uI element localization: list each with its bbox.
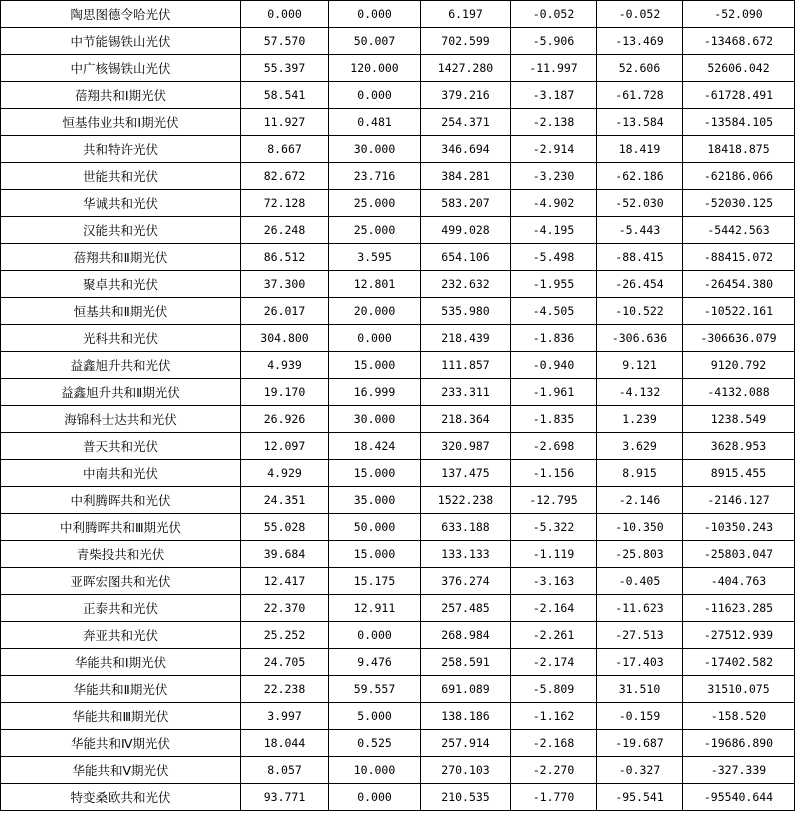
value-cell: -0.405 — [597, 568, 683, 595]
value-cell: -1.835 — [511, 406, 597, 433]
station-name-cell: 世能共和光伏 — [1, 163, 241, 190]
table-row — [1, 649, 795, 676]
value-cell: 257.485 — [421, 595, 511, 622]
value-cell: -13468.672 — [683, 28, 795, 55]
value-cell: -2.138 — [511, 109, 597, 136]
value-cell: 4.939 — [241, 352, 329, 379]
value-cell: 57.570 — [241, 28, 329, 55]
value-cell: 1522.238 — [421, 487, 511, 514]
value-cell: 86.512 — [241, 244, 329, 271]
value-cell: -95540.644 — [683, 784, 795, 811]
station-name-cell: 奔亚共和光伏 — [1, 622, 241, 649]
value-cell: -5.443 — [597, 217, 683, 244]
station-name-cell: 汉能共和光伏 — [1, 217, 241, 244]
value-cell: 6.197 — [421, 1, 511, 28]
station-name-cell: 华能共和Ⅴ期光伏 — [1, 757, 241, 784]
value-cell: -2146.127 — [683, 487, 795, 514]
value-cell: -5442.563 — [683, 217, 795, 244]
value-cell: 8.667 — [241, 136, 329, 163]
table-row — [1, 433, 795, 460]
table-row — [1, 460, 795, 487]
value-cell: 583.207 — [421, 190, 511, 217]
value-cell: 26.017 — [241, 298, 329, 325]
value-cell: 0.481 — [329, 109, 421, 136]
value-cell: -2.164 — [511, 595, 597, 622]
table-row — [1, 298, 795, 325]
value-cell: 35.000 — [329, 487, 421, 514]
value-cell: 232.632 — [421, 271, 511, 298]
value-cell: 37.300 — [241, 271, 329, 298]
station-name-cell: 华诚共和光伏 — [1, 190, 241, 217]
table-row — [1, 595, 795, 622]
value-cell: -11.623 — [597, 595, 683, 622]
value-cell: 320.987 — [421, 433, 511, 460]
value-cell: -0.159 — [597, 703, 683, 730]
value-cell: -4.195 — [511, 217, 597, 244]
value-cell: -5.906 — [511, 28, 597, 55]
value-cell: -10.522 — [597, 298, 683, 325]
value-cell: 10.000 — [329, 757, 421, 784]
value-cell: 52606.042 — [683, 55, 795, 82]
station-name-cell: 聚卓共和光伏 — [1, 271, 241, 298]
table-row — [1, 190, 795, 217]
value-cell: 4.929 — [241, 460, 329, 487]
value-cell: 31510.075 — [683, 676, 795, 703]
value-cell: 9120.792 — [683, 352, 795, 379]
value-cell: -25803.047 — [683, 541, 795, 568]
value-cell: 133.133 — [421, 541, 511, 568]
value-cell: -52.030 — [597, 190, 683, 217]
station-name-cell: 中节能锡铁山光伏 — [1, 28, 241, 55]
value-cell: 0.000 — [329, 1, 421, 28]
value-cell: 30.000 — [329, 136, 421, 163]
station-name-cell: 中利腾晖共和Ⅲ期光伏 — [1, 514, 241, 541]
table-row — [1, 55, 795, 82]
value-cell: 18.419 — [597, 136, 683, 163]
value-cell: -95.541 — [597, 784, 683, 811]
value-cell: 12.417 — [241, 568, 329, 595]
station-name-cell: 共和特许光伏 — [1, 136, 241, 163]
value-cell: 218.439 — [421, 325, 511, 352]
value-cell: 0.000 — [329, 82, 421, 109]
station-name-cell: 正泰共和光伏 — [1, 595, 241, 622]
table-row — [1, 514, 795, 541]
value-cell: -52.090 — [683, 1, 795, 28]
value-cell: -13584.105 — [683, 109, 795, 136]
value-cell: 59.557 — [329, 676, 421, 703]
value-cell: 8.057 — [241, 757, 329, 784]
value-cell: 0.525 — [329, 730, 421, 757]
value-cell: -306.636 — [597, 325, 683, 352]
station-name-cell: 特变桑欧共和光伏 — [1, 784, 241, 811]
table-row — [1, 325, 795, 352]
station-name-cell: 恒基伟业共和Ⅰ期光伏 — [1, 109, 241, 136]
value-cell: -2.270 — [511, 757, 597, 784]
value-cell: 3.629 — [597, 433, 683, 460]
value-cell: 16.999 — [329, 379, 421, 406]
value-cell: 654.106 — [421, 244, 511, 271]
value-cell: 137.475 — [421, 460, 511, 487]
value-cell: 39.684 — [241, 541, 329, 568]
value-cell: 12.801 — [329, 271, 421, 298]
value-cell: 8.915 — [597, 460, 683, 487]
table-row — [1, 757, 795, 784]
value-cell: 15.000 — [329, 352, 421, 379]
value-cell: 31.510 — [597, 676, 683, 703]
value-cell: -5.809 — [511, 676, 597, 703]
station-name-cell: 青柴投共和光伏 — [1, 541, 241, 568]
table-row — [1, 244, 795, 271]
value-cell: -11.997 — [511, 55, 597, 82]
station-name-cell: 益鑫旭升共和Ⅱ期光伏 — [1, 379, 241, 406]
value-cell: -25.803 — [597, 541, 683, 568]
value-cell: 24.351 — [241, 487, 329, 514]
value-cell: -5.498 — [511, 244, 597, 271]
value-cell: -10.350 — [597, 514, 683, 541]
table-row — [1, 784, 795, 811]
value-cell: -62.186 — [597, 163, 683, 190]
value-cell: -1.156 — [511, 460, 597, 487]
value-cell: 702.599 — [421, 28, 511, 55]
table-row — [1, 622, 795, 649]
table-row — [1, 136, 795, 163]
value-cell: -2.261 — [511, 622, 597, 649]
station-name-cell: 益鑫旭升共和光伏 — [1, 352, 241, 379]
table-row — [1, 730, 795, 757]
value-cell: 24.705 — [241, 649, 329, 676]
table-row — [1, 271, 795, 298]
value-cell: -0.327 — [597, 757, 683, 784]
value-cell: 258.591 — [421, 649, 511, 676]
value-cell: -2.168 — [511, 730, 597, 757]
value-cell: 25.252 — [241, 622, 329, 649]
station-name-cell: 海锦科士达共和光伏 — [1, 406, 241, 433]
value-cell: -4.505 — [511, 298, 597, 325]
table-row — [1, 703, 795, 730]
table-row — [1, 217, 795, 244]
value-cell: 18.424 — [329, 433, 421, 460]
station-name-cell: 蓓翔共和Ⅰ期光伏 — [1, 82, 241, 109]
value-cell: -3.163 — [511, 568, 597, 595]
value-cell: -17402.582 — [683, 649, 795, 676]
value-cell: 18.044 — [241, 730, 329, 757]
station-name-cell: 中利腾晖共和光伏 — [1, 487, 241, 514]
value-cell: -19.687 — [597, 730, 683, 757]
value-cell: 379.216 — [421, 82, 511, 109]
value-cell: 9.121 — [597, 352, 683, 379]
value-cell: 0.000 — [329, 325, 421, 352]
value-cell: -10350.243 — [683, 514, 795, 541]
table-row — [1, 109, 795, 136]
value-cell: 111.857 — [421, 352, 511, 379]
value-cell: 82.672 — [241, 163, 329, 190]
value-cell: 210.535 — [421, 784, 511, 811]
value-cell: 25.000 — [329, 217, 421, 244]
station-name-cell: 亚晖宏图共和光伏 — [1, 568, 241, 595]
value-cell: 8915.455 — [683, 460, 795, 487]
value-cell: -404.763 — [683, 568, 795, 595]
value-cell: 138.186 — [421, 703, 511, 730]
value-cell: 254.371 — [421, 109, 511, 136]
value-cell: -1.119 — [511, 541, 597, 568]
value-cell: 120.000 — [329, 55, 421, 82]
value-cell: -27.513 — [597, 622, 683, 649]
value-cell: -3.230 — [511, 163, 597, 190]
value-cell: -158.520 — [683, 703, 795, 730]
value-cell: 55.397 — [241, 55, 329, 82]
value-cell: -26.454 — [597, 271, 683, 298]
value-cell: 50.000 — [329, 514, 421, 541]
station-name-cell: 陶思图德令哈光伏 — [1, 1, 241, 28]
value-cell: 3628.953 — [683, 433, 795, 460]
table-row — [1, 541, 795, 568]
value-cell: 25.000 — [329, 190, 421, 217]
value-cell: 15.000 — [329, 541, 421, 568]
value-cell: -88415.072 — [683, 244, 795, 271]
value-cell: 3.997 — [241, 703, 329, 730]
value-cell: 11.927 — [241, 109, 329, 136]
value-cell: -2.174 — [511, 649, 597, 676]
value-cell: -13.584 — [597, 109, 683, 136]
value-cell: 18418.875 — [683, 136, 795, 163]
value-cell: -1.955 — [511, 271, 597, 298]
value-cell: 52.606 — [597, 55, 683, 82]
value-cell: 304.800 — [241, 325, 329, 352]
value-cell: 15.175 — [329, 568, 421, 595]
station-name-cell: 光科共和光伏 — [1, 325, 241, 352]
value-cell: 9.476 — [329, 649, 421, 676]
value-cell: -26454.380 — [683, 271, 795, 298]
table-row — [1, 352, 795, 379]
value-cell: 376.274 — [421, 568, 511, 595]
value-cell: -2.914 — [511, 136, 597, 163]
station-name-cell: 恒基共和Ⅱ期光伏 — [1, 298, 241, 325]
value-cell: 26.926 — [241, 406, 329, 433]
table-row — [1, 568, 795, 595]
station-name-cell: 普天共和光伏 — [1, 433, 241, 460]
value-cell: -1.770 — [511, 784, 597, 811]
table-row — [1, 163, 795, 190]
value-cell: -4.902 — [511, 190, 597, 217]
value-cell: -4132.088 — [683, 379, 795, 406]
value-cell: -11623.285 — [683, 595, 795, 622]
value-cell: 257.914 — [421, 730, 511, 757]
station-name-cell: 华能共和Ⅰ期光伏 — [1, 649, 241, 676]
value-cell: -62186.066 — [683, 163, 795, 190]
value-cell: -88.415 — [597, 244, 683, 271]
value-cell: 535.980 — [421, 298, 511, 325]
value-cell: 93.771 — [241, 784, 329, 811]
value-cell: 12.911 — [329, 595, 421, 622]
value-cell: 1.239 — [597, 406, 683, 433]
value-cell: 22.238 — [241, 676, 329, 703]
value-cell: 1427.280 — [421, 55, 511, 82]
table-row — [1, 487, 795, 514]
value-cell: 19.170 — [241, 379, 329, 406]
station-name-cell: 中广核锡铁山光伏 — [1, 55, 241, 82]
table-row — [1, 28, 795, 55]
value-cell: 218.364 — [421, 406, 511, 433]
table-row — [1, 676, 795, 703]
value-cell: -0.940 — [511, 352, 597, 379]
value-cell: 633.188 — [421, 514, 511, 541]
value-cell: -61728.491 — [683, 82, 795, 109]
value-cell: 15.000 — [329, 460, 421, 487]
table-row — [1, 1, 795, 28]
station-name-cell: 中南共和光伏 — [1, 460, 241, 487]
value-cell: 268.984 — [421, 622, 511, 649]
value-cell: -52030.125 — [683, 190, 795, 217]
value-cell: 72.128 — [241, 190, 329, 217]
value-cell: -0.052 — [597, 1, 683, 28]
value-cell: -1.162 — [511, 703, 597, 730]
value-cell: 1238.549 — [683, 406, 795, 433]
value-cell: -2.146 — [597, 487, 683, 514]
value-cell: -3.187 — [511, 82, 597, 109]
value-cell: 384.281 — [421, 163, 511, 190]
value-cell: -1.836 — [511, 325, 597, 352]
station-name-cell: 华能共和Ⅳ期光伏 — [1, 730, 241, 757]
value-cell: -327.339 — [683, 757, 795, 784]
table-row — [1, 82, 795, 109]
value-cell: -4.132 — [597, 379, 683, 406]
value-cell: -61.728 — [597, 82, 683, 109]
value-cell: 0.000 — [329, 622, 421, 649]
value-cell: -12.795 — [511, 487, 597, 514]
value-cell: 346.694 — [421, 136, 511, 163]
value-cell: 0.000 — [241, 1, 329, 28]
value-cell: 30.000 — [329, 406, 421, 433]
value-cell: 0.000 — [329, 784, 421, 811]
value-cell: -27512.939 — [683, 622, 795, 649]
value-cell: 26.248 — [241, 217, 329, 244]
value-cell: -5.322 — [511, 514, 597, 541]
value-cell: 691.089 — [421, 676, 511, 703]
value-cell: -17.403 — [597, 649, 683, 676]
value-cell: 58.541 — [241, 82, 329, 109]
station-name-cell: 华能共和Ⅲ期光伏 — [1, 703, 241, 730]
table-row — [1, 379, 795, 406]
value-cell: -306636.079 — [683, 325, 795, 352]
value-cell: -1.961 — [511, 379, 597, 406]
value-cell: 55.028 — [241, 514, 329, 541]
station-name-cell: 蓓翔共和Ⅱ期光伏 — [1, 244, 241, 271]
table-body — [1, 1, 795, 811]
value-cell: -10522.161 — [683, 298, 795, 325]
value-cell: 3.595 — [329, 244, 421, 271]
value-cell: 20.000 — [329, 298, 421, 325]
value-cell: 22.370 — [241, 595, 329, 622]
value-cell: 12.097 — [241, 433, 329, 460]
value-cell: 5.000 — [329, 703, 421, 730]
table-row — [1, 406, 795, 433]
value-cell: -0.052 — [511, 1, 597, 28]
station-name-cell: 华能共和Ⅱ期光伏 — [1, 676, 241, 703]
value-cell: 270.103 — [421, 757, 511, 784]
value-cell: 50.007 — [329, 28, 421, 55]
value-cell: -2.698 — [511, 433, 597, 460]
value-cell: 499.028 — [421, 217, 511, 244]
value-cell: -19686.890 — [683, 730, 795, 757]
value-cell: -13.469 — [597, 28, 683, 55]
value-cell: 23.716 — [329, 163, 421, 190]
value-cell: 233.311 — [421, 379, 511, 406]
